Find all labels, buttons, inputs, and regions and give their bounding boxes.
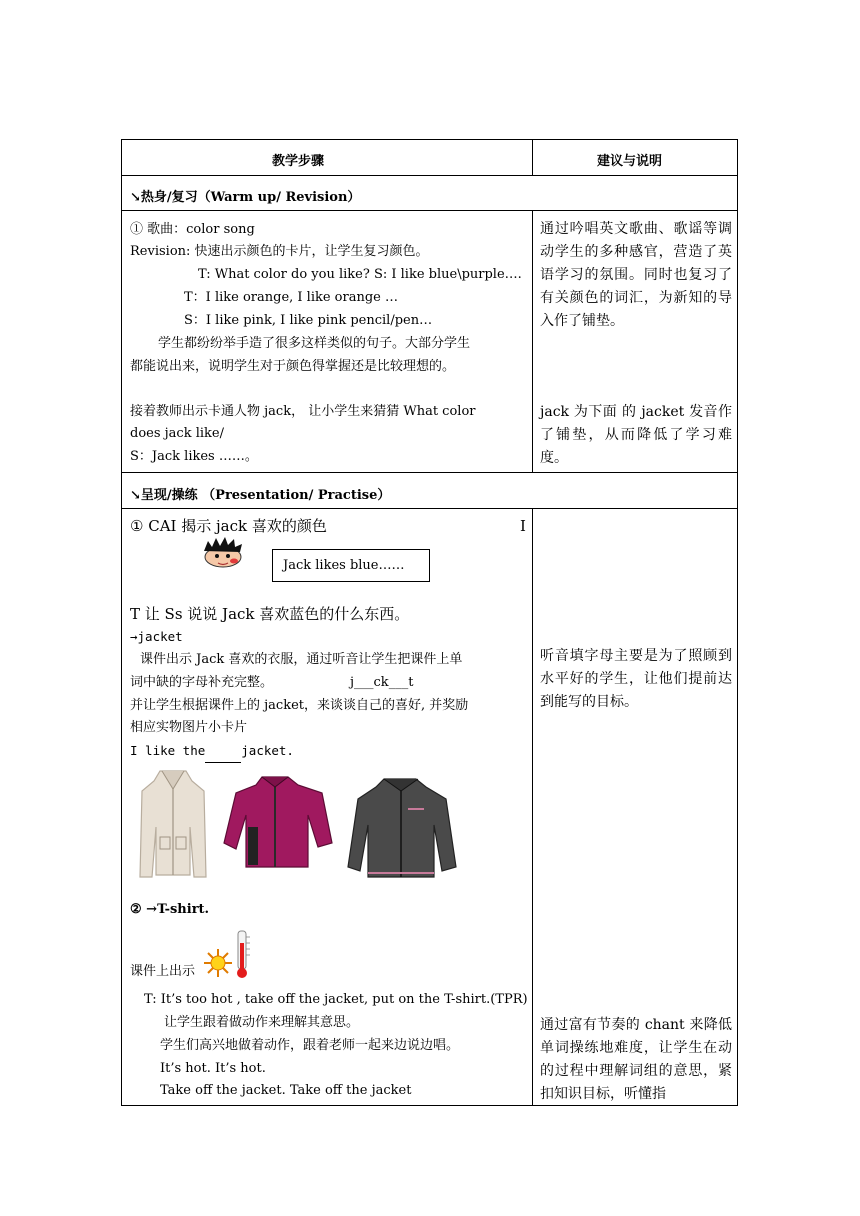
guess-line-2: does jack like/ [130,426,224,441]
fill-blank [205,740,241,763]
revision-line: Revision: 快速出示颜色的卡片，让学生复习颜色。 [130,244,429,259]
courseware-line-1: 课件出示 Jack 喜欢的衣服，通过听音让学生把课件上单 [140,652,463,667]
gray-jacket-image [346,773,458,881]
cai-line: ① CAI 揭示 jack 喜欢的颜色 [130,517,327,535]
students-chant-line: 学生们高兴地做着动作，跟着老师一起来边说边唱。 [160,1038,460,1053]
column-divider [532,140,533,176]
magenta-jacket-image [222,771,334,877]
column-header-steps: 教学步骤 [272,154,325,169]
presentation-section-title: ↘呈现/操练 （Presentation/ Practise） [130,488,391,503]
dialog-line-3: S：I like pink, I like pink pencil/pen… [184,313,433,328]
teacher-tpr-line: T: It’s too hot , take off the jacket, put on the T-shirt.(TPR) [144,992,528,1007]
courseware-line-2: 词中缺的字母补充完整。 [130,675,274,690]
presentation-note-2: 通过富有节奏的 chant 来降低单词操练地难度，让学生在动的过程中理解词组的意思，紧扣知识目标，听懂指 [540,1017,732,1102]
presentation-note-1: 听音填字母主要是为了照顾到水平好的学生，让他们提前达到能写的目标。 [540,648,732,710]
courseware-line-4: 相应实物图片小卡片 [130,720,248,735]
fill-sentence-start: I like the [130,743,206,758]
warmup-section-title: ↘热身/复习（Warm up/ Revision） [130,190,361,205]
tpr-explain-line: 让学生跟着做动作来理解其意思。 [164,1015,360,1030]
guess-line-3: S：Jack likes ……。 [130,449,258,464]
chant-line-2: Take off the jacket. Take off the jacket [160,1083,412,1098]
chant-line-1: It’s hot. It’s hot. [160,1061,266,1076]
header-row [122,140,737,176]
fill-sentence-end: jacket. [241,743,294,758]
column-divider [532,509,533,1106]
ask-line: T 让 Ss 说说 Jack 喜欢蓝色的什么东西。 [130,605,410,623]
song-line: ① 歌曲：color song [130,222,255,237]
column-divider [532,211,533,473]
blank-word: j___ck___t [350,675,414,690]
hot-thermometer-icon [204,929,256,979]
speech-box: Jack likes blue…… [272,549,430,582]
column-header-notes: 建议与说明 [597,154,663,169]
warmup-note-1: 通过吟唱英文歌曲、歌谣等调动学生的多种感官，营造了英语学习的氛围。同时也复习了有关颜色的词汇，为新知的导入作了铺垫。 [540,221,732,329]
lesson-table [121,139,738,1106]
jacket-arrow: →jacket [130,629,183,644]
warmup-note-2: jack 为下面 的 jacket 发音作了铺垫，从而降低了学习难度。 [540,404,732,466]
dialog-line-2: T：I like orange, I like orange … [184,290,398,305]
tshirt-line: ② →T-shirt. [130,902,210,917]
presentation-section-row [122,473,737,509]
cai-line-right: I [520,517,526,535]
courseware-line-3: 并让学生根据课件上的 jacket，来谈谈自己的喜好, 并奖励 [130,698,469,713]
warmup-content-row [122,211,737,473]
summary-line-2: 都能说出来，说明学生对于颜色得掌握还是比较理想的。 [130,359,456,374]
guess-line-1: 接着教师出示卡通人物 jack， 让小学生来猜猜 What color [130,404,476,419]
presentation-content-row [122,509,737,1106]
fill-sentence [130,740,294,763]
summary-line-1: 学生都纷纷举手造了很多这样类似的句子。大部分学生 [158,336,471,351]
dialog-line-1: T: What color do you like? S: I like blue\purple…. [198,267,522,282]
jack-cartoon-icon [198,535,248,569]
courseware-show-line: 课件上出示 [130,964,196,979]
warmup-section-row [122,176,737,211]
white-jacket-image [138,767,208,879]
